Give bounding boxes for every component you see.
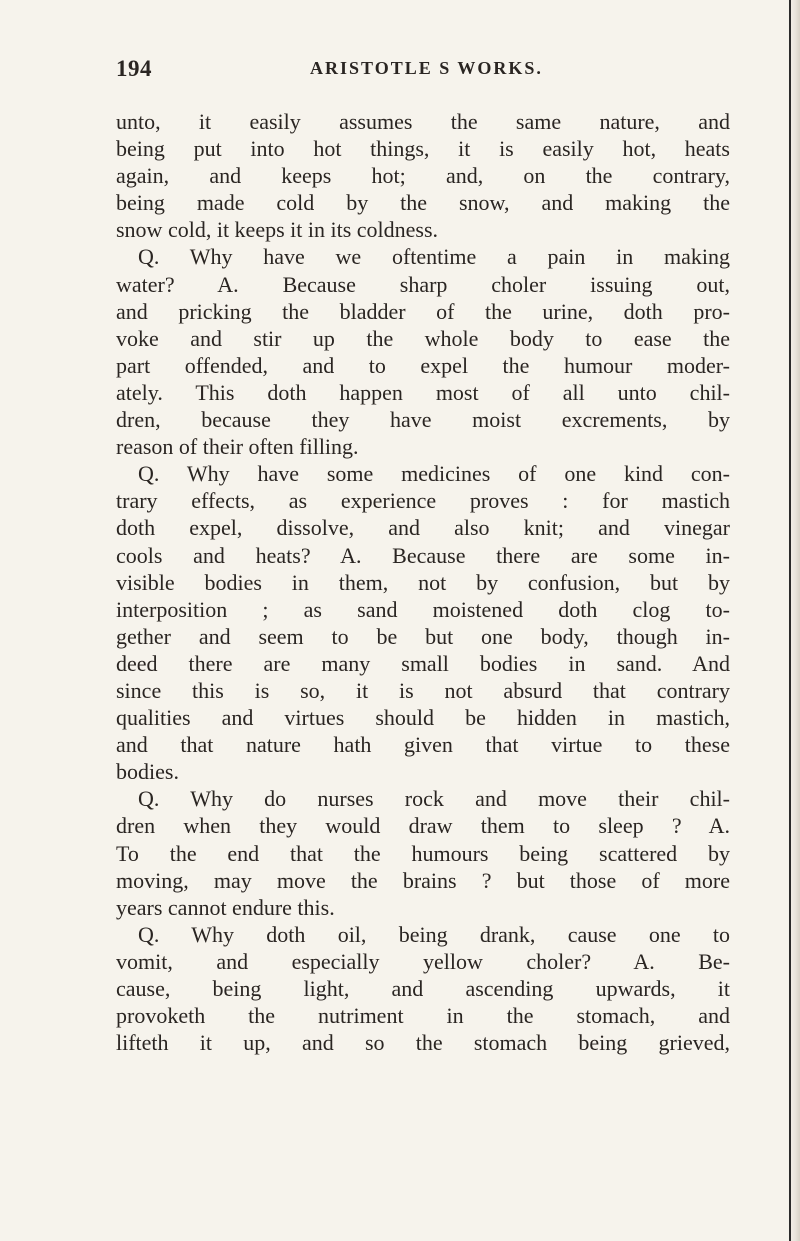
text-line: doth expel, dissolve, and also knit; and vinegar [116,515,730,541]
text-line: Q. Why have some medicines of one kind con- [138,461,730,487]
text-line: unto, it easily assumes the same nature, and [116,109,730,134]
text-line: bodies. [116,759,179,785]
text-line: Q. Why have we oftentime a pain in making [138,244,730,270]
text-line: moving, may move the brains ? but those of more [116,867,730,893]
text-line: dren, because they have moist excrements, by [116,407,730,433]
running-head: ARISTOTLE S WORKS. [310,58,543,78]
text-line: provoketh the nutriment in the stomach, and [116,1003,730,1029]
text-line: dren when they would draw them to sleep ? A. [116,813,730,839]
text-line: cools and heats? A. Because there are some in- [116,542,730,568]
text-line: again, and keeps hot; and, on the contrary, [116,163,730,189]
text-line: being put into hot things, it is easily hot, heats [116,136,730,162]
text-line: snow cold, it keeps it in its coldness. [116,217,439,243]
page-edge-rule [789,0,791,1241]
text-line: deed there are many small bodies in sand. And [116,650,730,676]
page-header [116,56,728,84]
text-line: visible bodies in them, not by confusion, but by [116,569,730,595]
text-line: water? A. Because sharp choler issuing out, [116,271,730,297]
text-line: part offended, and to expel the humour moder- [116,352,730,378]
text-line: To the end that the humours being scattered by [116,840,730,866]
text-line: gether and seem to be but one body, though in- [116,623,730,649]
text-line: interposition ; as sand moistened doth clog to- [116,596,730,622]
text-line: trary effects, as experience proves : for mastich [116,488,730,514]
page-number: 194 [116,56,152,81]
text-line: being made cold by the snow, and making the [116,190,730,216]
text-line: reason of their often filling. [116,434,359,460]
text-line: cause, being light, and ascending upwards, it [116,976,730,1001]
text-line: Q. Why doth oil, being drank, cause one to [138,921,730,947]
text-line: voke and stir up the whole body to ease the [116,325,730,351]
body-text [116,108,730,1056]
text-line: lifteth it up, and so the stomach being grieved, [116,1030,730,1056]
text-line: vomit, and especially yellow choler? A. Be- [116,948,730,974]
text-line: years cannot endure this. [116,894,335,920]
text-line: since this is so, it is not absurd that contrary [116,677,730,703]
text-line: Q. Why do nurses rock and move their chil- [138,786,730,812]
text-line: ately. This doth happen most of all unto chil- [116,379,730,405]
text-line: and that nature hath given that virtue to these [116,732,730,758]
text-line: qualities and virtues should be hidden in mastich, [116,705,730,731]
text-line: and pricking the bladder of the urine, doth pro- [116,298,730,324]
